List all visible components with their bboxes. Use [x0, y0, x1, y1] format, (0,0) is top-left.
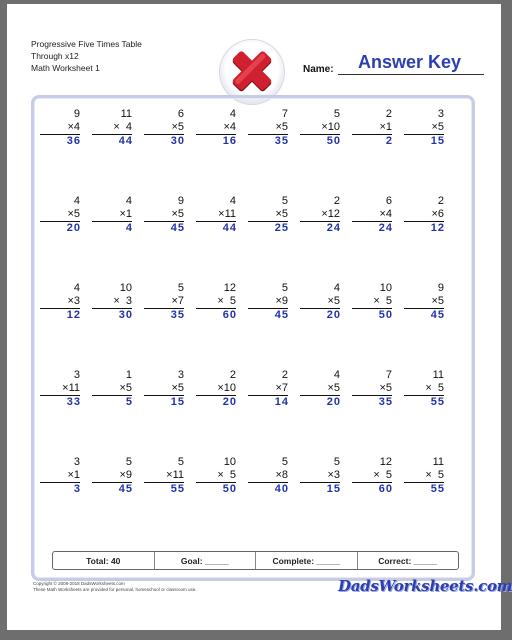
problem-top: 6 — [385, 195, 392, 207]
problem — [352, 369, 392, 409]
problem-top: 2 — [385, 108, 392, 120]
problem-multiplier: × 4 — [92, 121, 132, 135]
problem — [144, 108, 184, 148]
problem-multiplier: ×11 — [40, 382, 80, 396]
problem — [144, 456, 184, 496]
problem — [92, 369, 132, 409]
title-line-2: Through x12 — [31, 51, 79, 61]
problem-multiplier: ×5 — [300, 382, 340, 396]
worksheet-title — [31, 38, 142, 74]
problem-row — [40, 456, 460, 516]
problem-top: 3 — [73, 456, 80, 468]
problem — [92, 108, 132, 148]
problem-multiplier: ×5 — [248, 208, 288, 222]
problem-answer: 55 — [430, 396, 445, 408]
problem-top: 9 — [177, 195, 184, 207]
brand-logo: DadsWorksheets.com — [338, 577, 512, 595]
problem-multiplier: × 5 — [352, 295, 392, 309]
problem-multiplier: ×6 — [404, 208, 444, 222]
problem — [300, 456, 340, 496]
problem-top: 10 — [379, 282, 392, 294]
problem-row — [40, 195, 460, 255]
problem-answer: 20 — [326, 309, 341, 321]
problem-top: 10 — [223, 456, 236, 468]
problem-multiplier: ×4 — [40, 121, 80, 135]
problem-top: 12 — [223, 282, 236, 294]
problem-multiplier: ×5 — [300, 295, 340, 309]
problem — [196, 108, 236, 148]
problem — [404, 108, 444, 148]
problem-top: 5 — [177, 282, 184, 294]
problem-top: 4 — [229, 108, 236, 120]
problem-answer: 12 — [430, 222, 445, 234]
problem-answer: 35 — [378, 396, 393, 408]
problem-top: 7 — [385, 369, 392, 381]
problem — [92, 456, 132, 496]
answer-key-title: Answer Key — [358, 52, 462, 72]
problem-answer: 50 — [222, 483, 237, 495]
problem-top: 11 — [120, 108, 132, 120]
title-line-1: Progressive Five Times Table — [31, 39, 142, 49]
problem-multiplier: ×5 — [352, 382, 392, 396]
problem-top: 5 — [281, 282, 288, 294]
problem-multiplier: ×1 — [40, 469, 80, 483]
copyright — [33, 581, 197, 593]
problem-top: 11 — [432, 456, 444, 468]
problem-answer: 60 — [378, 483, 393, 495]
problem-top: 3 — [437, 108, 444, 120]
problem-top: 5 — [125, 456, 132, 468]
copyright-line-2: These Math Worksheets are provided for personal, homeschool or classroom use. — [33, 587, 197, 592]
problem-top: 4 — [125, 195, 132, 207]
problem-row — [40, 108, 460, 168]
problem — [404, 456, 444, 496]
problem-multiplier: ×8 — [248, 469, 288, 483]
problem-top: 4 — [73, 282, 80, 294]
problem-answer: 4 — [125, 222, 133, 234]
problem-top: 1 — [125, 369, 132, 381]
problem — [144, 195, 184, 235]
problem — [248, 195, 288, 235]
problem-top: 4 — [229, 195, 236, 207]
problem-top: 9 — [73, 108, 80, 120]
problem-multiplier: ×5 — [40, 208, 80, 222]
problem-answer: 30 — [118, 309, 133, 321]
problem-top: 9 — [437, 282, 444, 294]
problem — [248, 369, 288, 409]
problem-top: 5 — [177, 456, 184, 468]
problem-multiplier: ×5 — [404, 121, 444, 135]
problem — [404, 369, 444, 409]
problem-answer: 40 — [274, 483, 289, 495]
problem-answer: 20 — [326, 396, 341, 408]
problem-multiplier: ×5 — [144, 382, 184, 396]
problem-top: 5 — [333, 108, 340, 120]
problem — [404, 195, 444, 235]
problem-multiplier: × 5 — [404, 469, 444, 483]
problem-answer: 36 — [66, 135, 81, 147]
problem-answer: 24 — [326, 222, 341, 234]
problem — [300, 282, 340, 322]
problem-multiplier: ×10 — [196, 382, 236, 396]
problem-answer: 16 — [222, 135, 237, 147]
problem — [196, 282, 236, 322]
problem-top: 4 — [73, 195, 80, 207]
problem-multiplier: × 5 — [352, 469, 392, 483]
problem-answer: 44 — [222, 222, 237, 234]
problem — [300, 108, 340, 148]
problem-multiplier: ×7 — [144, 295, 184, 309]
problem-multiplier: × 5 — [404, 382, 444, 396]
problem-multiplier: ×5 — [248, 121, 288, 135]
problem-answer: 14 — [274, 396, 289, 408]
problem-answer: 45 — [118, 483, 133, 495]
problem-answer: 60 — [222, 309, 237, 321]
problem-row — [40, 369, 460, 429]
problem — [40, 108, 80, 148]
problem — [352, 456, 392, 496]
problem — [40, 195, 80, 235]
problem-answer: 33 — [66, 396, 81, 408]
problem-row — [40, 282, 460, 342]
problem-multiplier: ×5 — [144, 208, 184, 222]
problem-top: 2 — [333, 195, 340, 207]
problem-top: 6 — [177, 108, 184, 120]
problem-top: 4 — [333, 282, 340, 294]
problem-multiplier: ×5 — [404, 295, 444, 309]
problem — [248, 282, 288, 322]
problem-answer: 45 — [274, 309, 289, 321]
problem-answer: 5 — [125, 396, 133, 408]
problem-answer: 44 — [118, 135, 133, 147]
problem-multiplier: ×4 — [352, 208, 392, 222]
problem-multiplier: ×3 — [40, 295, 80, 309]
problem — [92, 282, 132, 322]
problem-multiplier: ×3 — [300, 469, 340, 483]
problem-multiplier: ×1 — [352, 121, 392, 135]
problem-answer: 35 — [170, 309, 185, 321]
problem-answer: 45 — [430, 309, 445, 321]
correct-field: Correct: _____ — [378, 555, 438, 566]
problem-top: 10 — [119, 282, 132, 294]
problem-answer: 3 — [73, 483, 81, 495]
problem — [196, 369, 236, 409]
problem — [248, 108, 288, 148]
problem-multiplier: ×5 — [144, 121, 184, 135]
name-line — [338, 74, 484, 75]
problem — [352, 195, 392, 235]
problem-answer: 35 — [274, 135, 289, 147]
problem — [144, 369, 184, 409]
problem-multiplier: ×9 — [92, 469, 132, 483]
score-bar — [52, 551, 459, 570]
goal-field: Goal: _____ — [155, 552, 257, 569]
problem-answer: 55 — [430, 483, 445, 495]
problem-multiplier: ×4 — [196, 121, 236, 135]
problem — [196, 456, 236, 496]
problem-top: 5 — [333, 456, 340, 468]
problem — [40, 282, 80, 322]
copyright-line-1: Copyright © 2008-2018 DadsWorksheets.com — [33, 581, 125, 586]
problem-answer: 45 — [170, 222, 185, 234]
problem-top: 7 — [281, 108, 288, 120]
problem — [300, 195, 340, 235]
problem-multiplier: × 5 — [196, 295, 236, 309]
problem-top: 2 — [281, 369, 288, 381]
problem-answer: 15 — [170, 396, 185, 408]
problem-top: 3 — [177, 369, 184, 381]
problem-multiplier: ×1 — [92, 208, 132, 222]
problem-multiplier: ×9 — [248, 295, 288, 309]
problem-top: 11 — [432, 369, 444, 381]
problem-multiplier: × 3 — [92, 295, 132, 309]
problem-multiplier: ×7 — [248, 382, 288, 396]
problem-multiplier: ×12 — [300, 208, 340, 222]
problem-multiplier: × 5 — [196, 469, 236, 483]
problem-answer: 20 — [66, 222, 81, 234]
problem-multiplier: ×11 — [196, 208, 236, 222]
problem-answer: 15 — [430, 135, 445, 147]
problem — [352, 282, 392, 322]
problem-answer: 12 — [66, 309, 81, 321]
complete-field: Complete: _____ — [256, 552, 358, 569]
problem-answer: 20 — [222, 396, 237, 408]
problem — [300, 369, 340, 409]
problem — [196, 195, 236, 235]
problem-answer: 50 — [378, 309, 393, 321]
problem — [40, 456, 80, 496]
name-label: Name: — [303, 64, 334, 75]
problem-top: 4 — [333, 369, 340, 381]
problem-answer: 24 — [378, 222, 393, 234]
problem-top: 5 — [281, 456, 288, 468]
problem-multiplier: ×11 — [144, 469, 184, 483]
problem — [40, 369, 80, 409]
problem — [352, 108, 392, 148]
problem-answer: 25 — [274, 222, 289, 234]
problem-top: 5 — [281, 195, 288, 207]
title-line-3: Math Worksheet 1 — [31, 63, 100, 73]
problem-multiplier: ×10 — [300, 121, 340, 135]
problem-multiplier: ×5 — [92, 382, 132, 396]
total-field: Total: 40 — [53, 552, 155, 569]
problem-top: 12 — [379, 456, 392, 468]
problem-answer: 30 — [170, 135, 185, 147]
red-x-icon — [227, 47, 277, 97]
problem-answer: 55 — [170, 483, 185, 495]
problem — [248, 456, 288, 496]
problem-top: 2 — [437, 195, 444, 207]
problem — [404, 282, 444, 322]
problem-answer: 2 — [385, 135, 393, 147]
problem — [144, 282, 184, 322]
problem-answer: 15 — [326, 483, 341, 495]
problem — [92, 195, 132, 235]
problem-answer: 50 — [326, 135, 341, 147]
problem-top: 2 — [229, 369, 236, 381]
problem-top: 3 — [73, 369, 80, 381]
